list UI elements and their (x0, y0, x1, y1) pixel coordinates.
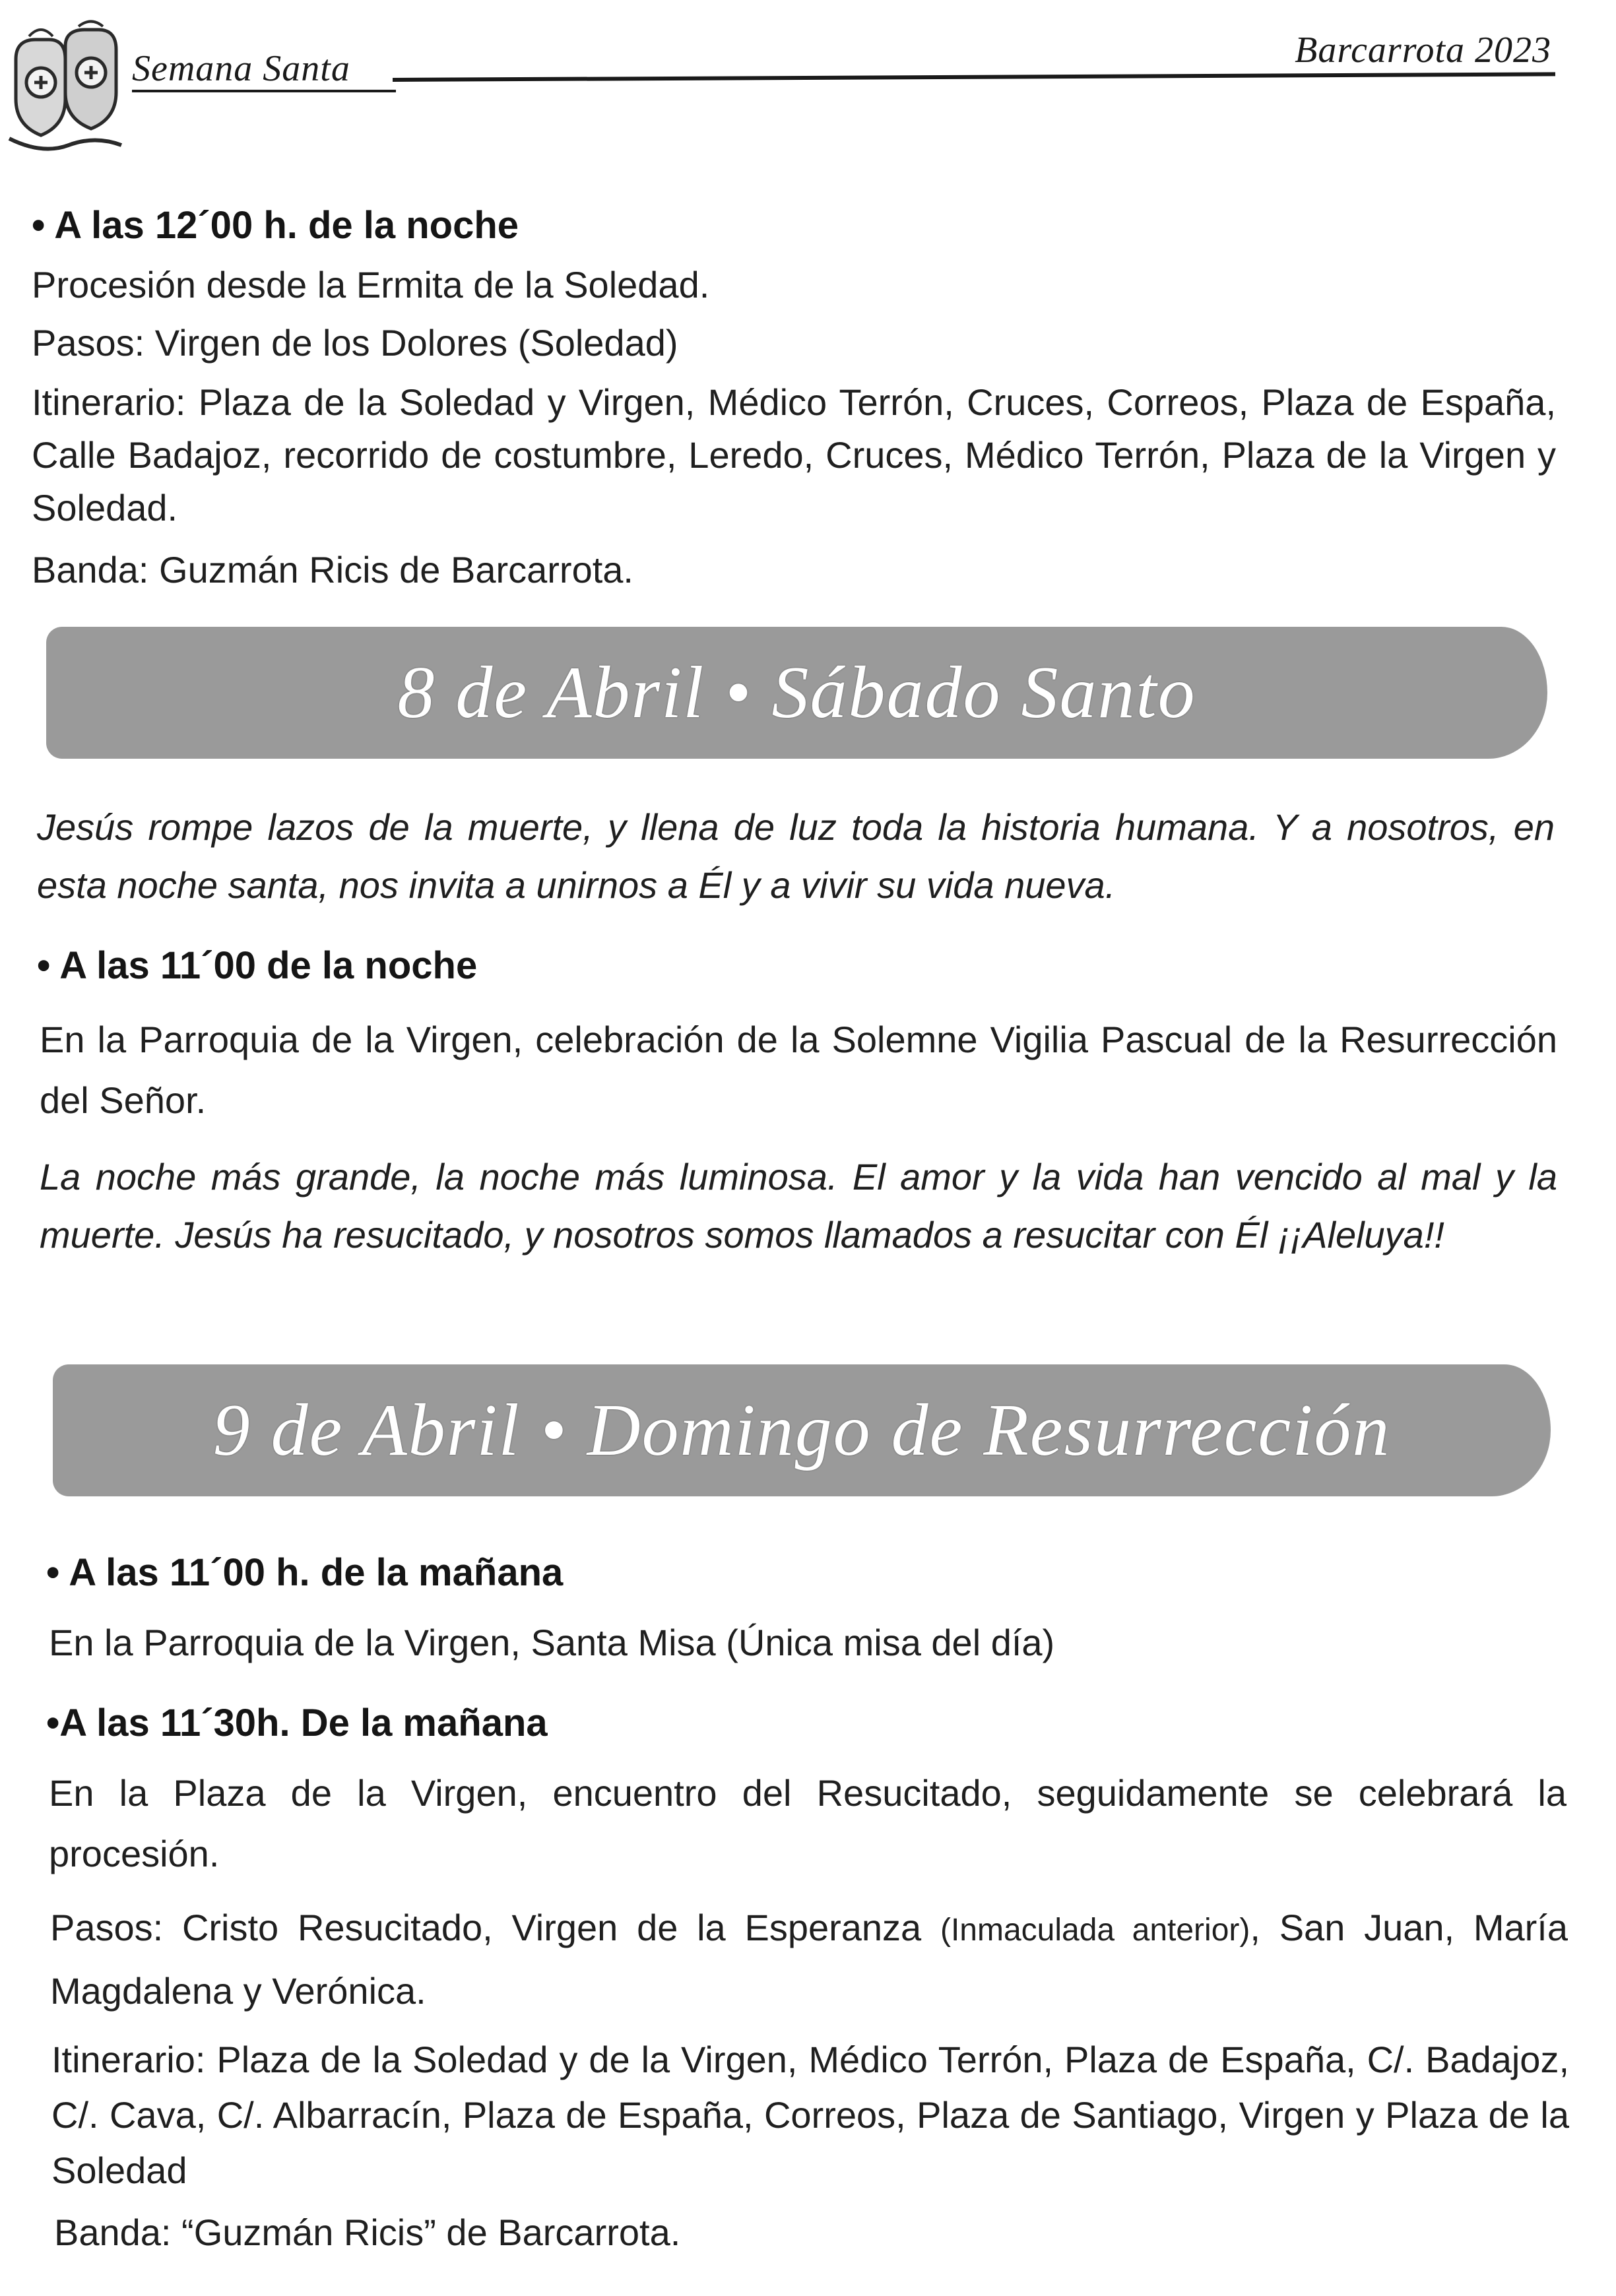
banner-sunday-title: 9 de Abril • Domingo de Resurrección (212, 1389, 1391, 1471)
header-right-title: Barcarrota 2023 (1295, 30, 1551, 71)
saturday-closing: La noche más grande, la noche más luminosa. El amor y la vida han vencido al mal y la muerte. Jesús ha resucitado, y nosotros somos llamados a resucitar con Él ¡¡Aleluya!! (40, 1156, 1557, 1256)
coat-of-arms-icon (3, 20, 128, 158)
sunday-text1: En la Parroquia de la Virgen, Santa Misa (Única misa del día) (49, 1622, 1055, 1663)
saturday-text: En la Parroquia de la Virgen, celebración de la Solemne Vigilia Pascual de la Resurrección del Señor. (40, 1019, 1557, 1121)
page-header (0, 0, 1616, 172)
saturday-time: • A las 11´00 de la noche (37, 944, 478, 987)
header-left-title: Semana Santa (132, 48, 350, 89)
sunday-pasos-note: (Inmaculada anterior) (940, 1913, 1250, 1948)
friday-banda: Banda: Guzmán Ricis de Barcarrota. (32, 549, 633, 590)
friday-time: • A las 12´00 h. de la noche (32, 204, 519, 247)
friday-itinerario: Itinerario: Plaza de la Soledad y Virgen, Médico Terrón, Cruces, Correos, Plaza de España, Calle Badajoz, recorrido de costumbre, Leredo, Cruces, Médico Terrón, Plaza de la Virgen y Soledad. (32, 381, 1556, 528)
friday-pasos: Pasos: Virgen de los Dolores (Soledad) (32, 322, 678, 364)
banner-sunday (53, 1364, 1551, 1496)
sunday-pasos-b: , San Juan, María Magdalena y Verónica. (50, 1907, 1568, 2012)
sunday-text2: En la Plaza de la Virgen, encuentro del Resucitado, seguidamente se celebrará la procesión. (49, 1772, 1567, 1874)
sunday-time2: •A las 11´30h. De la mañana (46, 1702, 548, 1744)
sunday-pasos-a: Pasos: Cristo Resucitado, Virgen de la Esperanza (50, 1907, 922, 1948)
saturday-intro: Jesús rompe lazos de la muerte, y llena de luz toda la historia humana. Y a nosotros, en esta noche santa, nos invita a unirnos a Él y a vivir su vida nueva. (37, 806, 1555, 906)
sunday-itinerario: Itinerario: Plaza de la Soledad y de la Virgen, Médico Terrón, Plaza de España, C/. Badajoz, C/. Cava, C/. Albarracín, Plaza de España, Correos, Plaza de Santiago, Virgen y Plaza de la Soledad (51, 2039, 1569, 2191)
banner-saturday-title: 8 de Abril • Sábado Santo (397, 651, 1196, 734)
sunday-time1: • A las 11´00 h. de la mañana (46, 1551, 564, 1594)
header-rule (393, 72, 1555, 82)
header-underline (132, 90, 396, 92)
sunday-pasos (50, 1897, 1568, 2022)
friday-line1: Procesión desde la Ermita de la Soledad. (32, 264, 710, 305)
banner-saturday (46, 627, 1547, 759)
sunday-banda: Banda: “Guzmán Ricis” de Barcarrota. (54, 2212, 681, 2253)
